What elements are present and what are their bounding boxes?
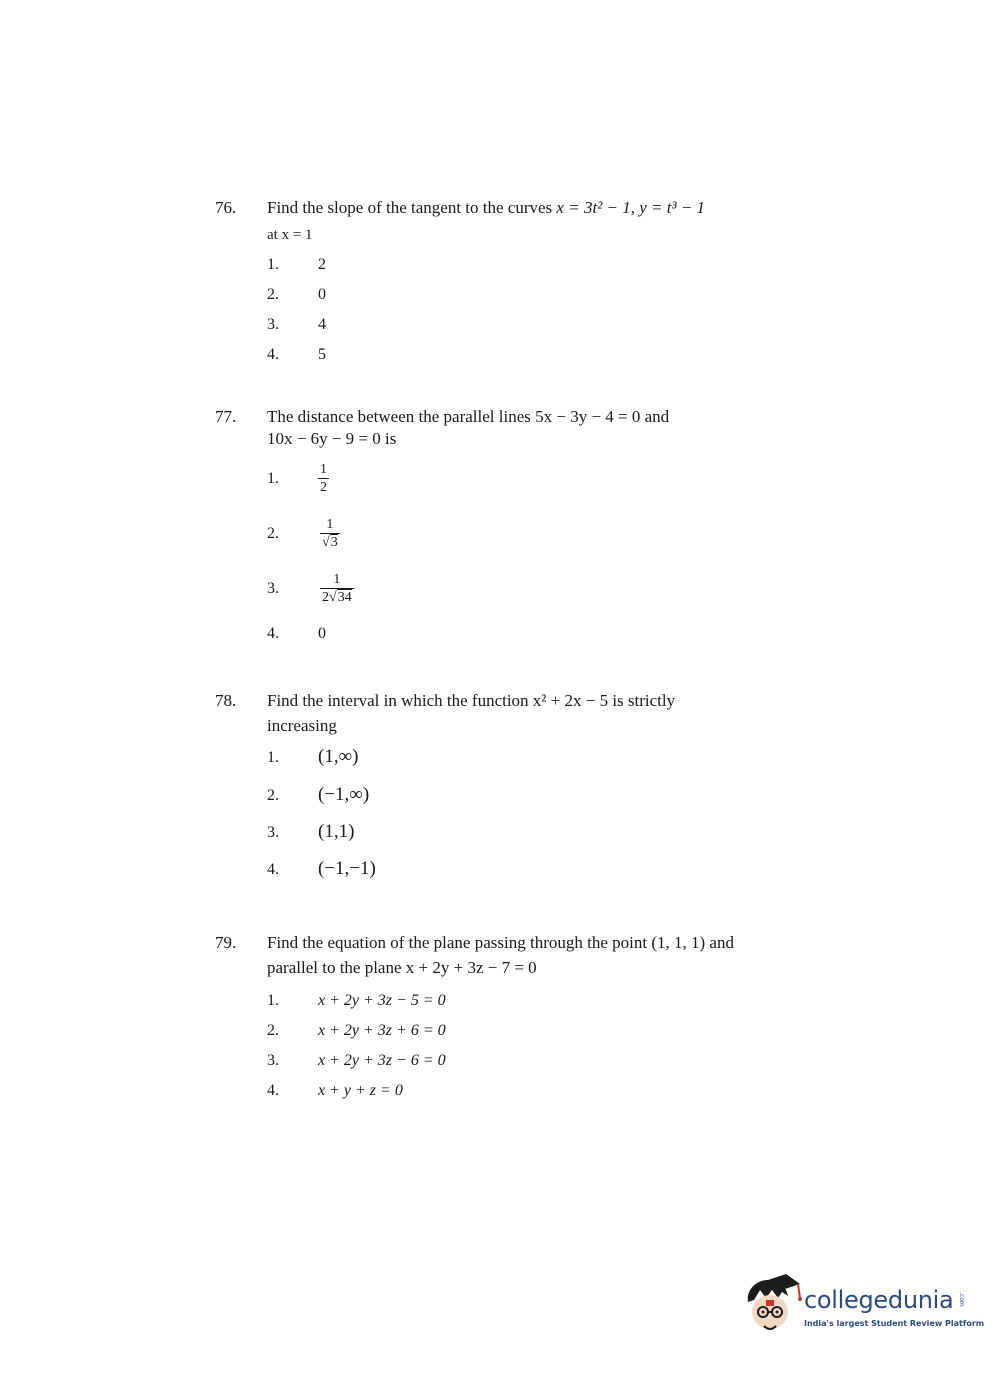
option-value: (−1,∞) [318, 784, 370, 805]
option-1[interactable] [0, 256, 600, 284]
option-value: (−1,−1) [318, 858, 376, 879]
radical-sign: √ [322, 535, 330, 550]
fraction [318, 462, 329, 496]
option-1[interactable] [0, 460, 600, 502]
option-number: 1. [267, 470, 279, 487]
fraction-numerator: 1 [326, 517, 334, 532]
logo-tagline: India's largest Student Review Platform [804, 1319, 985, 1328]
question-text: Find the interval in which the function x² + 2x − 5 is strictly [267, 691, 676, 710]
fraction [320, 517, 340, 551]
option-number: 3. [267, 316, 279, 333]
option-1[interactable] [0, 746, 600, 777]
option-value: (1,∞) [318, 746, 359, 767]
fraction-denominator: 2 [320, 480, 327, 495]
option-1[interactable] [0, 992, 600, 1020]
question-text [267, 196, 807, 220]
option-number: 2. [267, 787, 279, 804]
fraction-numerator: 1 [320, 462, 327, 477]
question-text-line2: parallel to the plane x + 2y + 3z − 7 = 0 [267, 958, 537, 977]
option-4[interactable] [0, 625, 600, 653]
option-2[interactable] [0, 515, 600, 557]
option-value: 0 [318, 625, 326, 642]
option-number: 4. [267, 1082, 279, 1099]
option-2[interactable] [0, 286, 600, 314]
radical-sign: 2√ [322, 590, 337, 605]
option-value: (1,1) [318, 821, 355, 842]
radicand: 3 [330, 535, 338, 550]
question-equation: x = 3t² − 1, y = t³ − 1 [556, 198, 706, 217]
option-value: x + 2y + 3z − 6 = 0 [318, 1052, 446, 1069]
option-number: 2. [267, 1022, 279, 1039]
question-text-prefix: Find the slope of the tangent to the curves [267, 198, 553, 217]
option-number: 4. [267, 861, 279, 878]
fraction-denominator [320, 533, 340, 551]
option-3[interactable] [0, 316, 600, 344]
question-text-line2: at x = 1 [267, 227, 313, 243]
question-text: Find the equation of the plane passing through the point (1, 1, 1) and [267, 933, 734, 952]
option-value: 0 [318, 286, 326, 303]
fraction-denominator [320, 588, 354, 606]
option-value [318, 460, 329, 496]
option-3[interactable] [0, 570, 600, 612]
option-4[interactable] [0, 1082, 600, 1110]
option-number: 4. [267, 346, 279, 363]
option-value: 5 [318, 346, 326, 363]
collegedunia-logo[interactable] [742, 1272, 985, 1342]
option-3[interactable] [0, 821, 600, 852]
option-number: 3. [267, 824, 279, 841]
option-value: 4 [318, 316, 326, 333]
option-value [320, 515, 340, 551]
option-value: x + 2y + 3z − 5 = 0 [318, 992, 446, 1009]
option-number: 1. [267, 256, 279, 273]
fraction-numerator: 1 [333, 572, 341, 587]
option-value: x + y + z = 0 [318, 1082, 403, 1099]
radicand: 34 [337, 590, 352, 605]
option-number: 3. [267, 580, 279, 597]
option-value [320, 570, 354, 606]
option-number: 2. [267, 525, 279, 542]
option-value: 2 [318, 256, 326, 273]
option-number: 1. [267, 992, 279, 1009]
option-4[interactable] [0, 858, 600, 889]
option-3[interactable] [0, 1052, 600, 1080]
logo-brand-text: collegedunia [804, 1286, 954, 1314]
mascot-icon [742, 1272, 804, 1342]
option-number: 2. [267, 286, 279, 303]
option-2[interactable] [0, 784, 600, 815]
question-text: The distance between the parallel lines 5x − 3y − 4 = 0 and [267, 407, 670, 426]
question-number: 77. [215, 407, 237, 426]
question-number: 76. [215, 198, 237, 217]
option-value: x + 2y + 3z + 6 = 0 [318, 1022, 446, 1039]
question-text-line2: 10x − 6y − 9 = 0 is [267, 429, 397, 448]
question-number: 79. [215, 933, 237, 952]
question-number: 78. [215, 691, 237, 710]
question-text-line2: increasing [267, 716, 337, 735]
fraction [320, 572, 354, 606]
option-number: 1. [267, 749, 279, 766]
option-2[interactable] [0, 1022, 600, 1050]
option-number: 3. [267, 1052, 279, 1069]
option-number: 4. [267, 625, 279, 642]
logo-domain-suffix: .com [958, 1292, 965, 1307]
option-4[interactable] [0, 346, 600, 374]
